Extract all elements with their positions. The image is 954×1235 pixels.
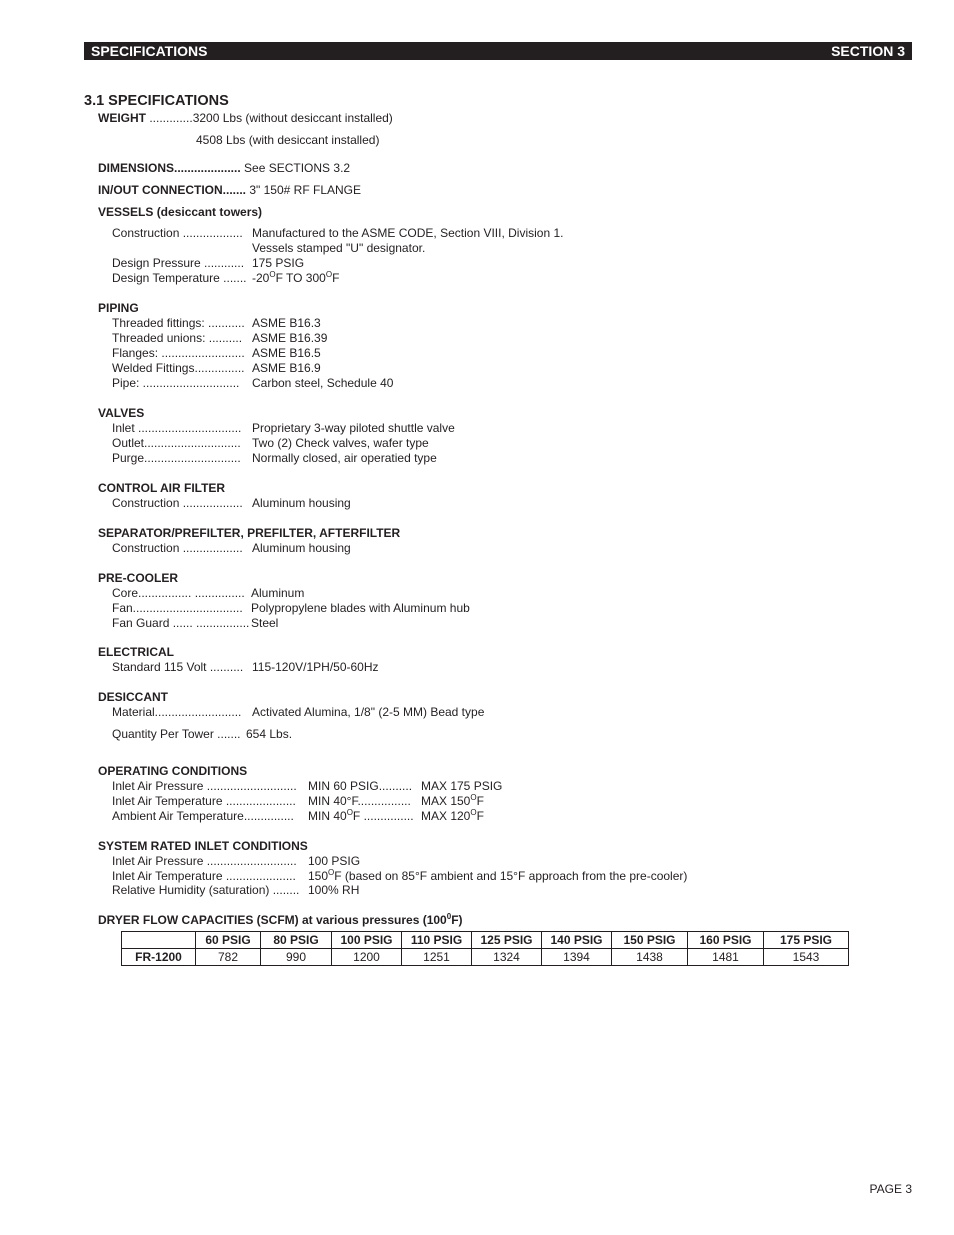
piping-label: Threaded fittings: ...........	[112, 316, 245, 330]
page-number: PAGE 3	[869, 1182, 912, 1196]
operating-label: Inlet Air Temperature .....................	[112, 794, 296, 808]
table-header-cell: 110 PSIG	[402, 932, 472, 949]
weight-value-2: 4508 Lbs (with desiccant installed)	[196, 133, 380, 147]
system-value: 100% RH	[308, 883, 360, 897]
piping-label: Welded Fittings...............	[112, 361, 245, 375]
piping-label: Pipe: .............................	[112, 376, 240, 390]
flow-capacity-table	[121, 931, 849, 966]
precooler-label: Core................ ...............	[112, 586, 245, 600]
max-a: MAX 150	[421, 794, 471, 808]
piping-value: ASME B16.39	[252, 331, 328, 345]
precooler-label: Fan.................................	[112, 601, 243, 615]
table-header-row	[122, 932, 849, 949]
valves-value: Proprietary 3-way piloted shuttle valve	[252, 421, 455, 435]
precooler-value: Polypropylene blades with Aluminum hub	[251, 601, 470, 615]
operating-min	[308, 809, 414, 824]
max-b: F	[476, 794, 484, 808]
table-header-cell: 100 PSIG	[332, 932, 402, 949]
vessels-temp-value	[252, 271, 339, 286]
temp-a: -20	[252, 271, 270, 285]
weight-dots: .............	[146, 111, 193, 125]
electrical-value: 115-120V/1PH/50-60Hz	[252, 660, 379, 674]
vessels-pressure-value: 175 PSIG	[252, 256, 305, 270]
valves-heading: VALVES	[98, 406, 145, 420]
min-a: MIN 40	[308, 809, 347, 823]
desiccant-material-label: Material..........................	[112, 705, 242, 719]
vessels-temp-label: Design Temperature .......	[112, 271, 247, 285]
degree-mark: O	[470, 808, 477, 817]
piping-label: Threaded unions: ..........	[112, 331, 243, 345]
valves-label: Outlet.............................	[112, 436, 241, 450]
table-cell: 1543	[764, 949, 849, 966]
degree-mark: O	[269, 270, 276, 279]
vessels-construction-value-2: Vessels stamped "U" designator.	[252, 241, 426, 255]
desiccant-heading: DESICCANT	[98, 690, 169, 704]
piping-value: Carbon steel, Schedule 40	[252, 376, 394, 390]
page-title: 3.1 SPECIFICATIONS	[84, 93, 229, 109]
header-left: SPECIFICATIONS	[91, 43, 208, 59]
electrical-label: Standard 115 Volt ..........	[112, 660, 244, 674]
table-header-cell: 150 PSIG	[612, 932, 688, 949]
degree-mark: O	[470, 793, 477, 802]
table-header-cell: 60 PSIG	[196, 932, 261, 949]
operating-max	[421, 794, 484, 809]
electrical-heading: ELECTRICAL	[98, 645, 174, 659]
separator-label: Construction ..................	[112, 541, 243, 555]
piping-value: ASME B16.3	[252, 316, 321, 330]
section-header-bar	[84, 42, 912, 60]
valves-label: Inlet ...............................	[112, 421, 242, 435]
table-cell: 1481	[688, 949, 764, 966]
operating-min: MIN 40°F................	[308, 794, 411, 808]
system-value: 100 PSIG	[308, 854, 361, 868]
operating-max	[421, 809, 484, 824]
system-heading: SYSTEM RATED INLET CONDITIONS	[98, 839, 308, 853]
vessels-construction-label: Construction ..................	[112, 226, 243, 240]
table-cell: 1324	[472, 949, 542, 966]
valves-label: Purge.............................	[112, 451, 241, 465]
table-header-cell: 140 PSIG	[542, 932, 612, 949]
piping-heading: PIPING	[98, 301, 139, 315]
degree-mark: O	[328, 868, 335, 877]
system-label: Inlet Air Temperature .....................	[112, 869, 296, 883]
header-right: SECTION 3	[831, 43, 905, 59]
weight-row	[98, 111, 393, 126]
control-air-filter-label: Construction ..................	[112, 496, 243, 510]
table-row	[122, 949, 849, 966]
precooler-heading: PRE-COOLER	[98, 571, 179, 585]
precooler-value: Steel	[251, 616, 279, 630]
separator-heading: SEPARATOR/PREFILTER, PREFILTER, AFTERFILTER	[98, 526, 401, 540]
max-a: MAX 120	[421, 809, 471, 823]
valves-value: Two (2) Check valves, wafer type	[252, 436, 429, 450]
flow-heading-b: F)	[451, 913, 463, 927]
dimensions-row	[98, 161, 350, 176]
operating-label: Ambient Air Temperature...............	[112, 809, 294, 823]
operating-min: MIN 60 PSIG..........	[308, 779, 413, 793]
system-label: Inlet Air Pressure ...........................	[112, 854, 297, 868]
system-label: Relative Humidity (saturation) ........	[112, 883, 300, 897]
dimensions-label: DIMENSIONS....................	[98, 161, 241, 175]
table-cell: 782	[196, 949, 261, 966]
table-cell: 1438	[612, 949, 688, 966]
desiccant-material-value: Activated Alumina, 1/8" (2-5 MM) Bead type	[252, 705, 485, 719]
operating-heading: OPERATING CONDITIONS	[98, 764, 248, 778]
temp-c: F	[332, 271, 340, 285]
vessels-heading: VESSELS (desiccant towers)	[98, 205, 263, 219]
inout-value: 3" 150# RF FLANGE	[249, 183, 361, 197]
table-cell: 1200	[332, 949, 402, 966]
flow-heading	[98, 913, 463, 928]
table-header-cell: 160 PSIG	[688, 932, 764, 949]
piping-value: ASME B16.5	[252, 346, 321, 360]
table-cell: 1251	[402, 949, 472, 966]
table-header-cell: 175 PSIG	[764, 932, 849, 949]
table-cell: 1394	[542, 949, 612, 966]
temp-b: F TO 300	[275, 271, 326, 285]
table-header-cell: 125 PSIG	[472, 932, 542, 949]
control-air-filter-value: Aluminum housing	[252, 496, 351, 510]
table-header-cell	[122, 932, 196, 949]
dimensions-value: See SECTIONS 3.2	[244, 161, 351, 175]
degree-mark: O	[346, 808, 353, 817]
desiccant-qty-value: 654 Lbs.	[246, 727, 293, 741]
max-b: F	[476, 809, 484, 823]
system-value	[308, 869, 687, 884]
value-a: 150	[308, 869, 329, 883]
degree-mark: O	[325, 270, 333, 279]
table-cell: 990	[261, 949, 332, 966]
inout-row	[98, 183, 361, 198]
piping-value: ASME B16.9	[252, 361, 321, 375]
vessels-pressure-label: Design Pressure ............	[112, 256, 245, 270]
vessels-construction-value-1: Manufactured to the ASME CODE, Section VIII, Division 1.	[252, 226, 564, 240]
desiccant-qty-label: Quantity Per Tower .......	[112, 727, 241, 741]
operating-label: Inlet Air Pressure ...........................	[112, 779, 297, 793]
operating-max: MAX 175 PSIG	[421, 779, 503, 793]
table-header-cell: 80 PSIG	[261, 932, 332, 949]
degree-mark: 0	[446, 912, 452, 921]
inout-label: IN/OUT CONNECTION.......	[98, 183, 247, 197]
weight-value-1: 3200 Lbs (without desiccant installed)	[192, 111, 393, 125]
table-cell-model: FR-1200	[122, 949, 196, 966]
min-b: F ...............	[352, 809, 414, 823]
control-air-filter-heading: CONTROL AIR FILTER	[98, 481, 226, 495]
valves-value: Normally closed, air operatied type	[252, 451, 437, 465]
separator-value: Aluminum housing	[252, 541, 351, 555]
value-b: F (based on 85°F ambient and 15°F approach from the pre-cooler)	[334, 869, 688, 883]
flow-heading-a: DRYER FLOW CAPACITIES (SCFM) at various pressures (100	[98, 913, 447, 927]
piping-label: Flanges: .........................	[112, 346, 245, 360]
precooler-label: Fan Guard ...... ................	[112, 616, 250, 630]
precooler-value: Aluminum	[251, 586, 305, 600]
weight-label: WEIGHT	[98, 111, 146, 125]
